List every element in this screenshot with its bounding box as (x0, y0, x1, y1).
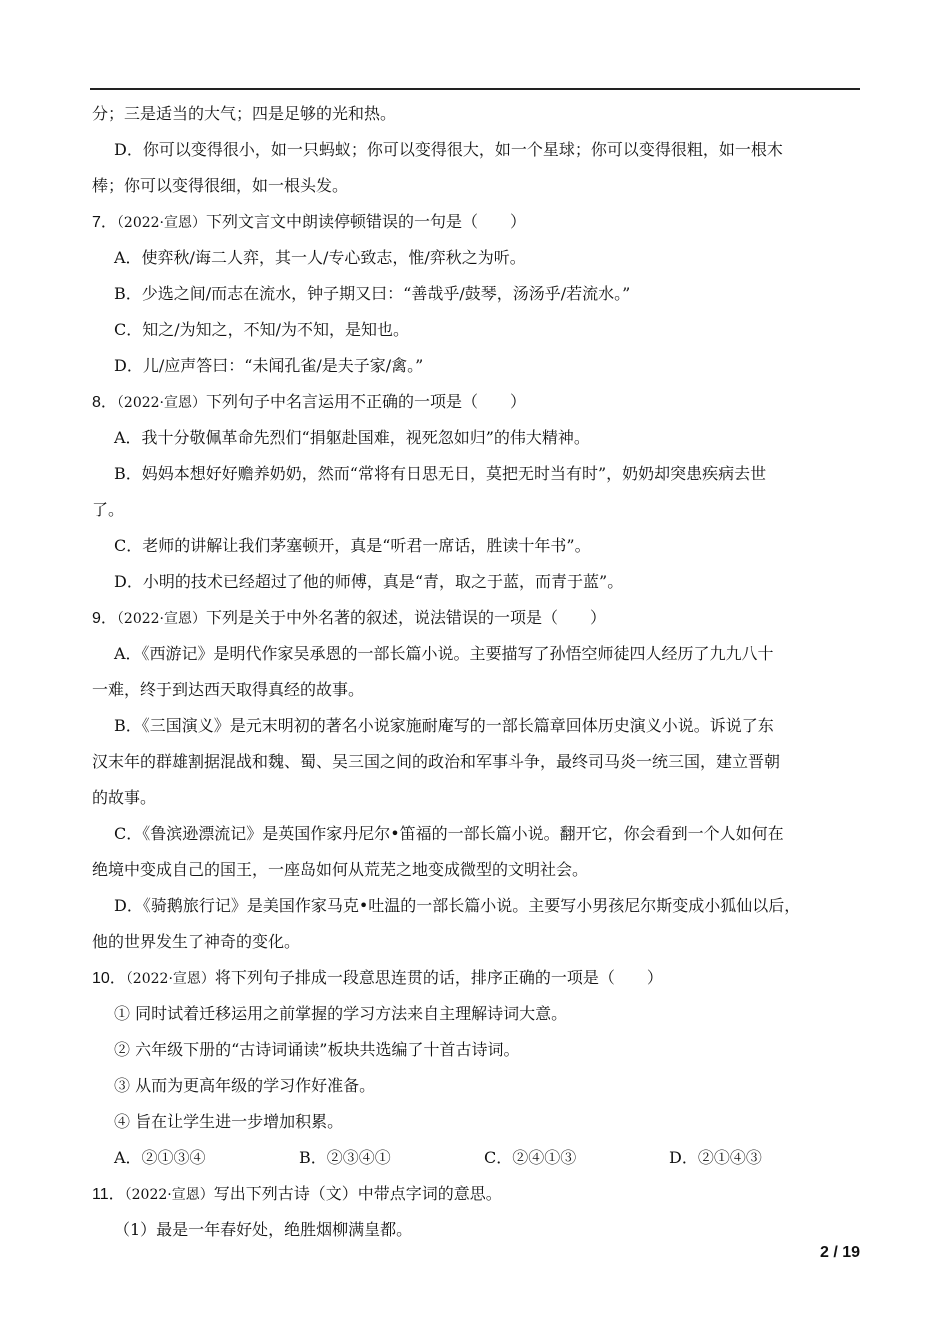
option-b: B．《三国演义》是元末明初的著名小说家施耐庵写的一部长篇章回体历史演义小说。诉说了东 (114, 716, 774, 735)
question-7-stem (92, 204, 858, 240)
question-text: 下列文言文中朗读停顿错误的一句是（ ） (206, 212, 527, 231)
option-a: A．使弈秋/诲二人弈，其一人/专心致志，惟/弈秋之为听。 (114, 248, 526, 267)
question-8-stem (92, 384, 858, 420)
header-rule (90, 88, 860, 90)
question-11-stem (92, 1176, 858, 1212)
option-c: C．知之/为知之，不知/为不知，是知也。 (114, 320, 410, 339)
question-number: 11． (92, 1186, 125, 1203)
question-text: 下列是关于中外名著的叙述，说法错误的一项是（ ） (206, 608, 607, 627)
option-b: B．少选之间/而志在流水，钟子期又曰：“善哉乎/鼓琴，汤汤乎/若流水。” (114, 284, 631, 303)
option-c-cont: 绝境中变成自己的国王，一座岛如何从荒芜之地变成微型的文明社会。 (92, 860, 589, 879)
option-b: B．妈妈本想好好赡养奶奶，然而“常将有日思无日，莫把无时当有时”，奶奶却突患疾病去世 (114, 464, 767, 483)
option-d: D．儿/应声答曰：“未闻孔雀/是夫子家/禽。” (114, 356, 424, 375)
option-d: D．②①④③ (669, 1148, 762, 1167)
option-d-cont: 他的世界发生了神奇的变化。 (92, 932, 301, 951)
sentence-1: ① 同时试着迁移运用之前掌握的学习方法来自主理解诗词大意。 (114, 1004, 568, 1023)
question-text: 将下列句子排成一段意思连贯的话，排序正确的一项是（ ） (214, 968, 663, 987)
question-text: 下列句子中名言运用不正确的一项是（ ） (206, 392, 527, 411)
option-c: C．《鲁滨逊漂流记》是英国作家丹尼尔•笛福的一部长篇小说。翻开它，你会看到一个人如何在 (114, 824, 784, 843)
question-number: 9． (92, 610, 117, 627)
question-number: 8． (92, 394, 117, 411)
option-a: A．②①③④ (114, 1148, 206, 1167)
sentence-2: ② 六年级下册的“古诗词诵读”板块共选编了十首古诗词。 (114, 1040, 520, 1059)
question-number: 10． (92, 970, 126, 987)
page-number: 2 / 19 (819, 1244, 860, 1261)
option-d-line: D．你可以变得很小，如一只蚂蚁；你可以变得很大，如一个星球；你可以变得很粗，如一根木 (114, 140, 783, 159)
text-line: 棒；你可以变得很细，如一根头发。 (92, 176, 349, 195)
question-text: 写出下列古诗（文）中带点字词的意思。 (213, 1184, 502, 1203)
question-source: （2022·宣恩） (124, 1187, 214, 1203)
options-row (92, 1140, 858, 1176)
option-b: B．②③④① (299, 1148, 391, 1167)
sentence-4: ④ 旨在让学生进一步增加积累。 (114, 1112, 344, 1131)
option-c: C．②④①③ (484, 1148, 577, 1167)
text-line: 分；三是适当的大气；四是足够的光和热。 (92, 104, 397, 123)
question-source: （2022·宣恩） (116, 215, 206, 231)
option-c: C．老师的讲解让我们茅塞顿开，真是“听君一席话，胜读十年书”。 (114, 536, 591, 555)
page-content (92, 96, 858, 1248)
option-d: D．《骑鹅旅行记》是美国作家马克•吐温的一部长篇小说。主要写小男孩尼尔斯变成小狐仙以后， (114, 896, 801, 915)
question-10-stem (92, 960, 858, 996)
question-number: 7． (92, 214, 117, 231)
question-source: （2022·宣恩） (116, 611, 206, 627)
option-b-cont: 汉末年的群雄割据混战和魏、蜀、吴三国之间的政治和军事斗争，最终司马炎一统三国，建立晋朝 (92, 752, 781, 771)
question-source: （2022·宣恩） (125, 971, 215, 987)
question-9-stem (92, 600, 858, 636)
question-source: （2022·宣恩） (116, 395, 206, 411)
option-b-cont: 了。 (92, 500, 125, 519)
option-a-cont: 一难，终于到达西天取得真经的故事。 (92, 680, 365, 699)
option-d: D．小明的技术已经超过了他的师傅，真是“青，取之于蓝，而青于蓝”。 (114, 572, 624, 591)
sub-question-1: （1）最是一年春好处，绝胜烟柳满皇都。 (114, 1220, 413, 1239)
option-b-cont: 的故事。 (92, 788, 157, 807)
option-a: A．《西游记》是明代作家吴承恩的一部长篇小说。主要描写了孙悟空师徒四人经历了九九八十 (114, 644, 774, 663)
option-a: A．我十分敬佩革命先烈们“捐躯赴国难，视死忽如归”的伟大精神。 (114, 428, 590, 447)
sentence-3: ③ 从而为更高年级的学习作好准备。 (114, 1076, 376, 1095)
